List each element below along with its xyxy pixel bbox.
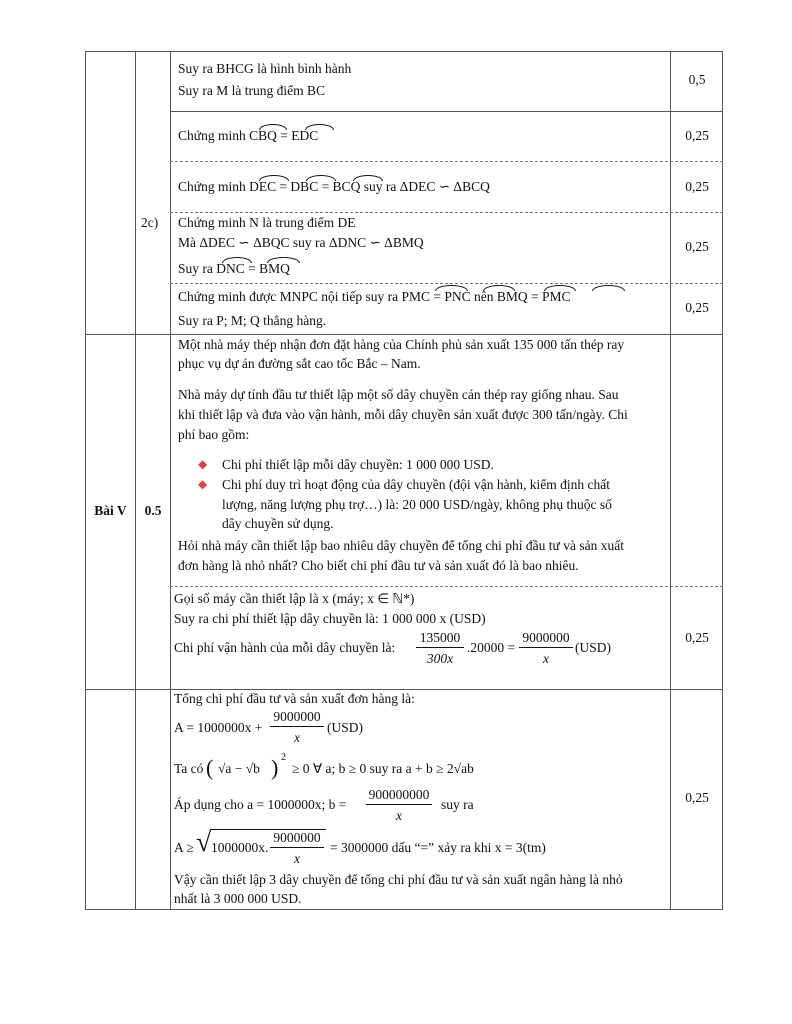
fraction-numerator: 9000000 <box>273 830 321 845</box>
fraction-numerator: 135000 <box>419 630 461 645</box>
problem-p1a: Một nhà máy thép nhận đơn đặt hàng của Chính phủ sản xuất 135 000 tấn thép ray <box>178 337 625 352</box>
sol2-ge-prefix: A ≥ <box>174 840 194 855</box>
s5-line-2: Suy ra P; M; Q thẳng hàng. <box>178 313 327 328</box>
s4-line-3: Suy ra DNC = BMQ <box>178 261 290 276</box>
sol2-ad-prefix: Áp dụng cho a = 1000000x; b = <box>174 797 347 812</box>
sol1-line-2: Suy ra chi phí thiết lập dây chuyền là: 1 000 000 x (USD) <box>174 611 486 626</box>
sqrt-sign-icon: √ <box>196 827 212 858</box>
problem-p2a: Nhà máy dự tính đầu tư thiết lập một số dây chuyền cán thép ray giống nhau. Sau <box>178 387 619 402</box>
exponent-2: 2 <box>281 752 286 763</box>
sol1-unit: (USD) <box>575 640 611 655</box>
s2-line-1: Chứng minh CBQ = EDC <box>178 128 319 143</box>
sol2-points: 0,25 <box>685 790 709 805</box>
row-dash-s2 <box>170 161 723 162</box>
row-dash-problem <box>170 586 723 587</box>
fraction-denominator: x <box>294 851 300 866</box>
col-line-3 <box>170 51 171 910</box>
s1-line-2: Suy ra M là trung điểm BC <box>178 83 325 98</box>
sol2-conclusion-2: nhất là 3 000 000 USD. <box>174 891 302 906</box>
fraction-bar <box>416 647 464 648</box>
problem-bullet-2a: Chi phí duy trì hoạt động của dây chuyền (đội vận hành, kiểm định chất <box>222 477 611 492</box>
row-dash-s4 <box>170 283 723 284</box>
problem-p2c: phí bao gồm: <box>178 427 250 442</box>
sol2-ge-post: = 3000000 dấu “=” xảy ra khi x = 3(tm) <box>330 840 546 855</box>
bullet-icon: ◆ <box>198 477 208 491</box>
s4-points: 0,25 <box>685 239 709 254</box>
problem-bullet-2b: lượng, năng lượng phụ trợ…) là: 20 000 USD/ngày, không phụ thuộc số <box>222 497 612 512</box>
s1-points: 0,5 <box>688 72 706 87</box>
fraction-bar <box>270 726 324 727</box>
table-top-border <box>85 51 723 52</box>
bai-label: Bài V <box>94 503 127 518</box>
fraction-numerator: 9000000 <box>522 630 570 645</box>
bullet-icon: ◆ <box>198 457 208 471</box>
sol2-line-1: Tổng chi phí đầu tư và sản xuất đơn hàng là: <box>174 691 415 706</box>
sol1-mid: .20000 = <box>467 640 516 655</box>
s4-line-2: Mà ΔDEC ∽ ΔBQC suy ra ΔDNC ∽ ΔBMQ <box>178 235 424 250</box>
sol2-tc-prefix: Ta có <box>174 761 204 776</box>
fraction-bar <box>366 804 432 805</box>
row-line-bai5-bottom <box>85 689 723 690</box>
s4-line-1: Chứng minh N là trung điểm DE <box>178 215 356 230</box>
sol2-a-expr: A = 1000000x + <box>174 720 263 735</box>
problem-bullet-2c: dây chuyền sử dụng. <box>222 516 334 531</box>
fraction-numerator: 900000000 <box>368 787 430 802</box>
s5-points: 0,25 <box>685 300 709 315</box>
s3-points: 0,25 <box>685 179 709 194</box>
sol2-tc-expr: √a − √b <box>218 761 260 776</box>
row-line-s1 <box>170 111 723 112</box>
problem-question-1: Hỏi nhà máy cần thiết lập bao nhiêu dây chuyền để tổng chi phí đầu tư và sản xuất <box>178 538 624 553</box>
sol2-tc-post: ≥ 0 ∀ a; b ≥ 0 suy ra a + b ≥ 2√ab <box>292 761 474 776</box>
paren-left: ( <box>206 755 214 780</box>
s5-line-1: Chứng minh được MNPC nội tiếp suy ra PMC = PNC nên BMQ = PMC <box>178 289 571 304</box>
s3-line-1: Chứng minh DEC = DBC = BCQ suy ra ΔDEC ∽ ΔBCQ <box>178 179 490 194</box>
paren-right: ) <box>271 755 279 780</box>
fraction-denominator: x <box>294 730 300 745</box>
part-label-2c: 2c) <box>141 215 159 230</box>
sol1-points: 0,25 <box>685 630 709 645</box>
fraction-denominator: x <box>543 651 549 666</box>
problem-p2b: khi thiết lập và đưa vào vận hành, mỗi dây chuyền sản xuất được 300 tấn/ngày. Chi <box>178 407 628 422</box>
sol1-line-1: Gọi số máy cần thiết lập là x (máy; x ∈ ℕ*) <box>174 591 415 606</box>
sol2-ge-a: 1000000x. <box>211 840 269 855</box>
fraction-bar <box>519 647 573 648</box>
table-bottom-border <box>85 909 723 910</box>
bai-score: 0.5 <box>144 503 162 518</box>
s1-line-1: Suy ra BHCG là hình bình hành <box>178 61 352 76</box>
problem-p1b: phục vụ dự án đường sắt cao tốc Bắc – Nam. <box>178 356 421 371</box>
col-line-2 <box>135 51 136 910</box>
fraction-bar <box>270 847 324 848</box>
angle-arc-pmc-2 <box>592 285 625 291</box>
problem-question-2: đơn hàng là nhỏ nhất? Cho biết chi phí đầu tư và sản xuất đó là bao nhiêu. <box>178 558 579 573</box>
fraction-denominator: x <box>396 808 402 823</box>
sol2-conclusion-1: Vậy cần thiết lập 3 dây chuyền để tổng chi phí đầu tư và sản xuất ngân hàng là nhỏ <box>174 872 623 887</box>
row-dash-s3 <box>170 212 723 213</box>
fraction-numerator: 9000000 <box>273 709 321 724</box>
sol2-a-unit: (USD) <box>327 720 363 735</box>
problem-bullet-1: Chi phí thiết lập mỗi dây chuyền: 1 000 000 USD. <box>222 457 494 472</box>
row-line-bai5-top <box>85 334 723 335</box>
sol2-ad-post: suy ra <box>441 797 474 812</box>
s2-points: 0,25 <box>685 128 709 143</box>
fraction-denominator: 300x <box>426 651 454 666</box>
col-line-1 <box>85 51 86 910</box>
sol1-line-3: Chi phí vận hành của mỗi dây chuyền là: <box>174 640 396 655</box>
